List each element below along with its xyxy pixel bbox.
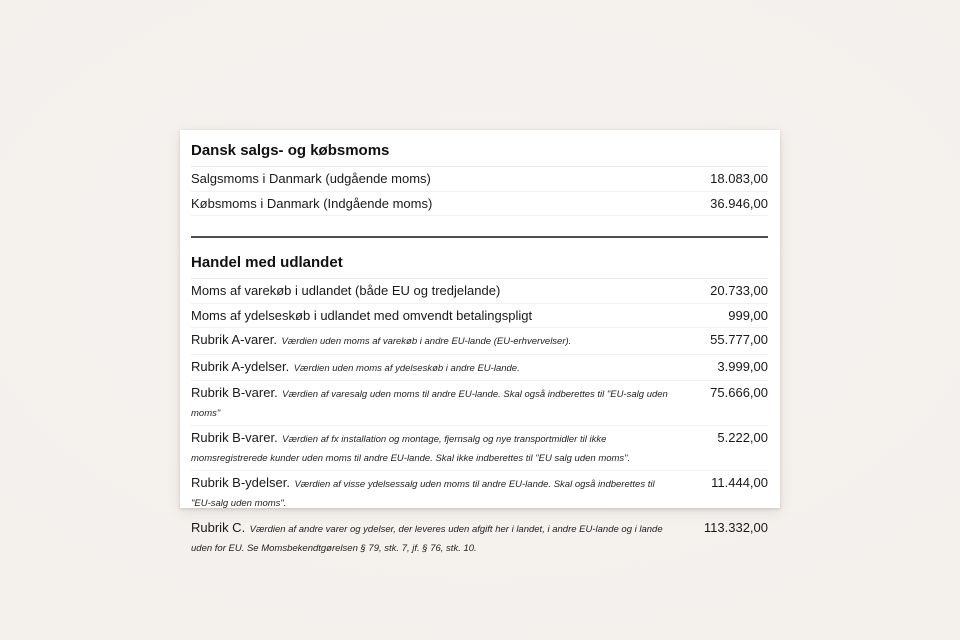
section-divider [191, 236, 768, 238]
row-label-wrap [191, 332, 671, 351]
report-row [191, 279, 768, 304]
row-label-wrap [191, 520, 671, 557]
row-label: Salgsmoms i Danmark (udgående moms) [191, 171, 431, 186]
row-description: Værdien af visse ydelsessalg uden moms til andre EU-lande. Skal også indberettes til "EU-salg uden moms". [191, 479, 655, 509]
row-value: 113.332,00 [703, 520, 768, 535]
row-label-wrap [191, 283, 671, 300]
report-row [191, 516, 768, 560]
section-foreign-trade [191, 251, 768, 560]
row-value: 20.733,00 [710, 283, 768, 298]
row-value: 3.999,00 [717, 358, 768, 374]
row-description: Værdien af andre varer og ydelser, der leveres uden afgift her i landet, i andre EU-lande og i lande uden for EU. Se Momsbekendtgørelsen § 79, stk. 7, jf. § 76, stk. 10. [191, 524, 663, 554]
row-label-wrap [191, 196, 671, 213]
row-description: Værdien af fx installation og montage, fjernsalg og nye transportmidler til ikke momsregistrerede kunder uden moms til andre EU-lande. Skal ikke indberettes til "EU salg uden moms". [191, 434, 631, 464]
row-description: Værdien uden moms af ydelseskøb i andre EU-lande. [293, 362, 520, 374]
row-label: Moms af varekøb i udlandet (både EU og tredjelande) [191, 283, 501, 298]
report-row [191, 167, 768, 192]
section-title-danish-vat: Dansk salgs- og købsmoms [191, 139, 768, 167]
report-row [191, 355, 768, 382]
row-value: 55.777,00 [710, 332, 768, 347]
row-label: Rubrik A-varer. [191, 332, 277, 347]
report-row [191, 426, 768, 471]
section-title-foreign-trade: Handel med udlandet [191, 251, 768, 279]
row-value: 36.946,00 [710, 195, 768, 211]
report-row [191, 328, 768, 355]
section-danish-vat [191, 139, 768, 216]
row-label-wrap [191, 171, 671, 188]
row-label-wrap [191, 385, 671, 422]
row-label: Købsmoms i Danmark (Indgående moms) [191, 195, 433, 211]
row-value: 999,00 [728, 307, 768, 323]
report-row [191, 192, 768, 217]
row-value: 18.083,00 [710, 171, 768, 186]
row-label: Rubrik B-varer. [191, 430, 278, 445]
row-value: 75.666,00 [710, 385, 768, 400]
row-label-wrap [191, 359, 671, 378]
row-description: Værdien uden moms af varekøb i andre EU-lande (EU-erhvervelser). [281, 336, 572, 347]
row-description: Værdien af varesalg uden moms til andre EU-lande. Skal også indberettes til "EU-salg uden moms" [191, 389, 668, 419]
report-row [191, 381, 768, 426]
row-label: Rubrik A-ydelser. [191, 358, 290, 374]
row-label: Rubrik B-varer. [191, 385, 278, 400]
row-label-wrap [191, 430, 671, 467]
row-label: Moms af ydelseskøb i udlandet med omvendt betalingspligt [191, 307, 533, 323]
row-label: Rubrik B-ydelser. [191, 475, 290, 490]
vat-report-card [180, 130, 780, 554]
row-value: 5.222,00 [717, 430, 768, 445]
report-row [191, 304, 768, 329]
row-value: 11.444,00 [711, 475, 768, 490]
row-label-wrap [191, 475, 671, 512]
row-label-wrap [191, 308, 671, 325]
report-row [191, 471, 768, 516]
row-label: Rubrik C. [191, 520, 246, 535]
